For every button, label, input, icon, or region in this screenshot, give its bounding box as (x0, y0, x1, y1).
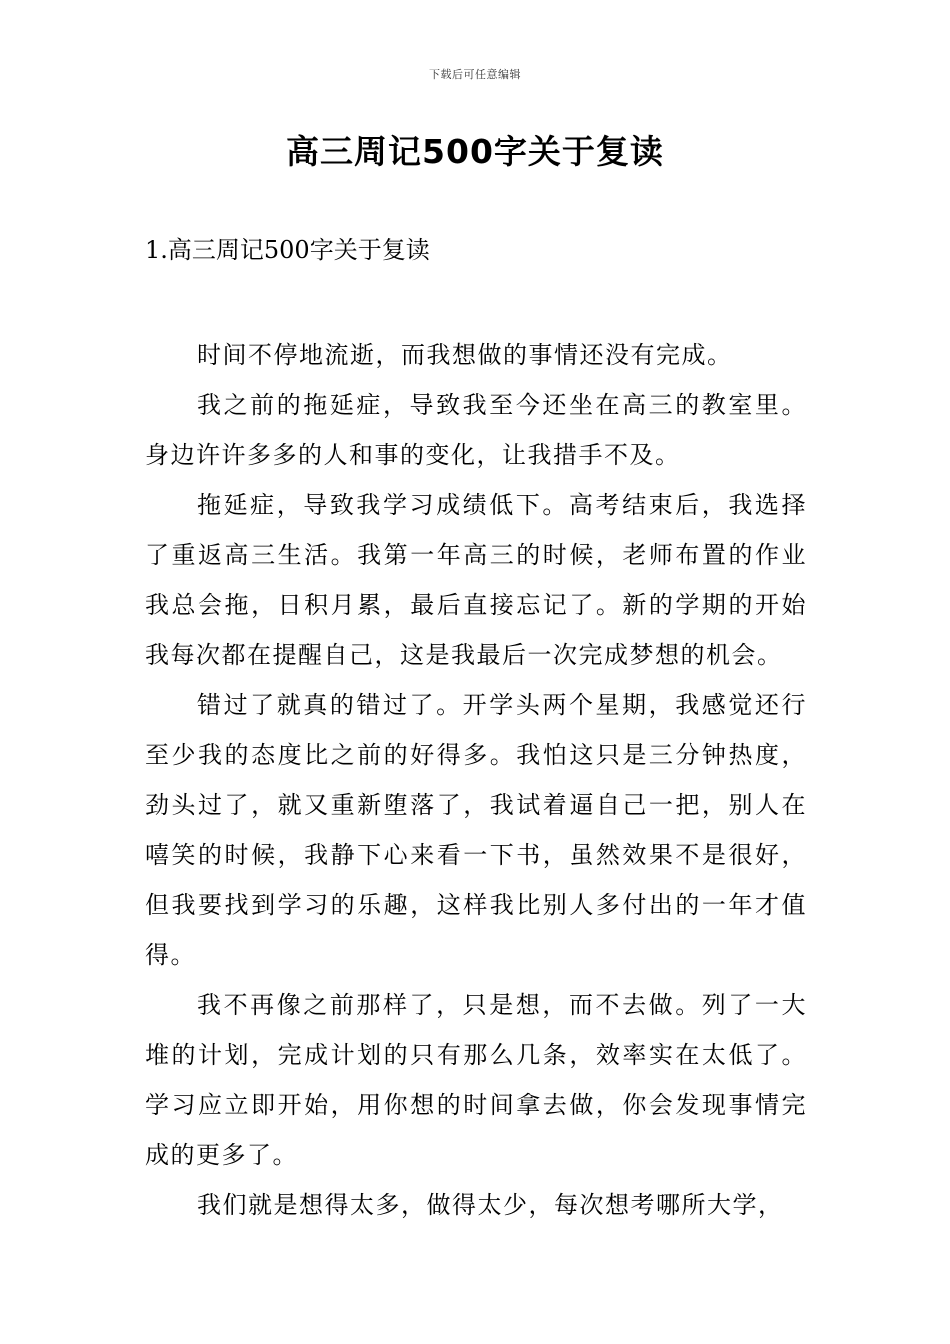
paragraph: 我之前的拖延症，导致我至今还坐在高三的教室里。身边许许多多的人和事的变化，让我措手不及。 (145, 391, 807, 469)
paragraph: 我们就是想得太多，做得太少，每次想考哪所大学， (197, 1191, 784, 1219)
document-title: 高三周记500字关于复读 (286, 132, 664, 171)
body-text (145, 330, 807, 1230)
paragraph: 错过了就真的错过了。开学头两个星期，我感觉还行至少我的态度比之前的好得多。我怕这只是三分钟热度，劲头过了，就又重新堕落了，我试着逼自己一把，别人在嘻笑的时候，我静下心来看一下书，虽然效果不是很好，但我要找到学习的乐趣，这样我比别人多付出的一年才值得。 (145, 691, 807, 969)
header-note: 下载后可任意编辑 (429, 68, 521, 81)
paragraph: 拖延症，导致我学习成绩低下。高考结束后，我选择了重返高三生活。我第一年高三的时候，老师布置的作业我总会拖，日积月累，最后直接忘记了。新的学期的开始我每次都在提醒自己，这是我最后一次完成梦想的机会。 (145, 491, 807, 669)
paragraph: 时间不停地流逝，而我想做的事情还没有完成。 (197, 341, 733, 369)
section-heading: 1.高三周记500字关于复读 (145, 236, 430, 264)
paragraph: 我不再像之前那样了，只是想，而不去做。列了一大堆的计划，完成计划的只有那么几条，效率实在太低了。学习应立即开始，用你想的时间拿去做，你会发现事情完成的更多了。 (145, 991, 807, 1169)
